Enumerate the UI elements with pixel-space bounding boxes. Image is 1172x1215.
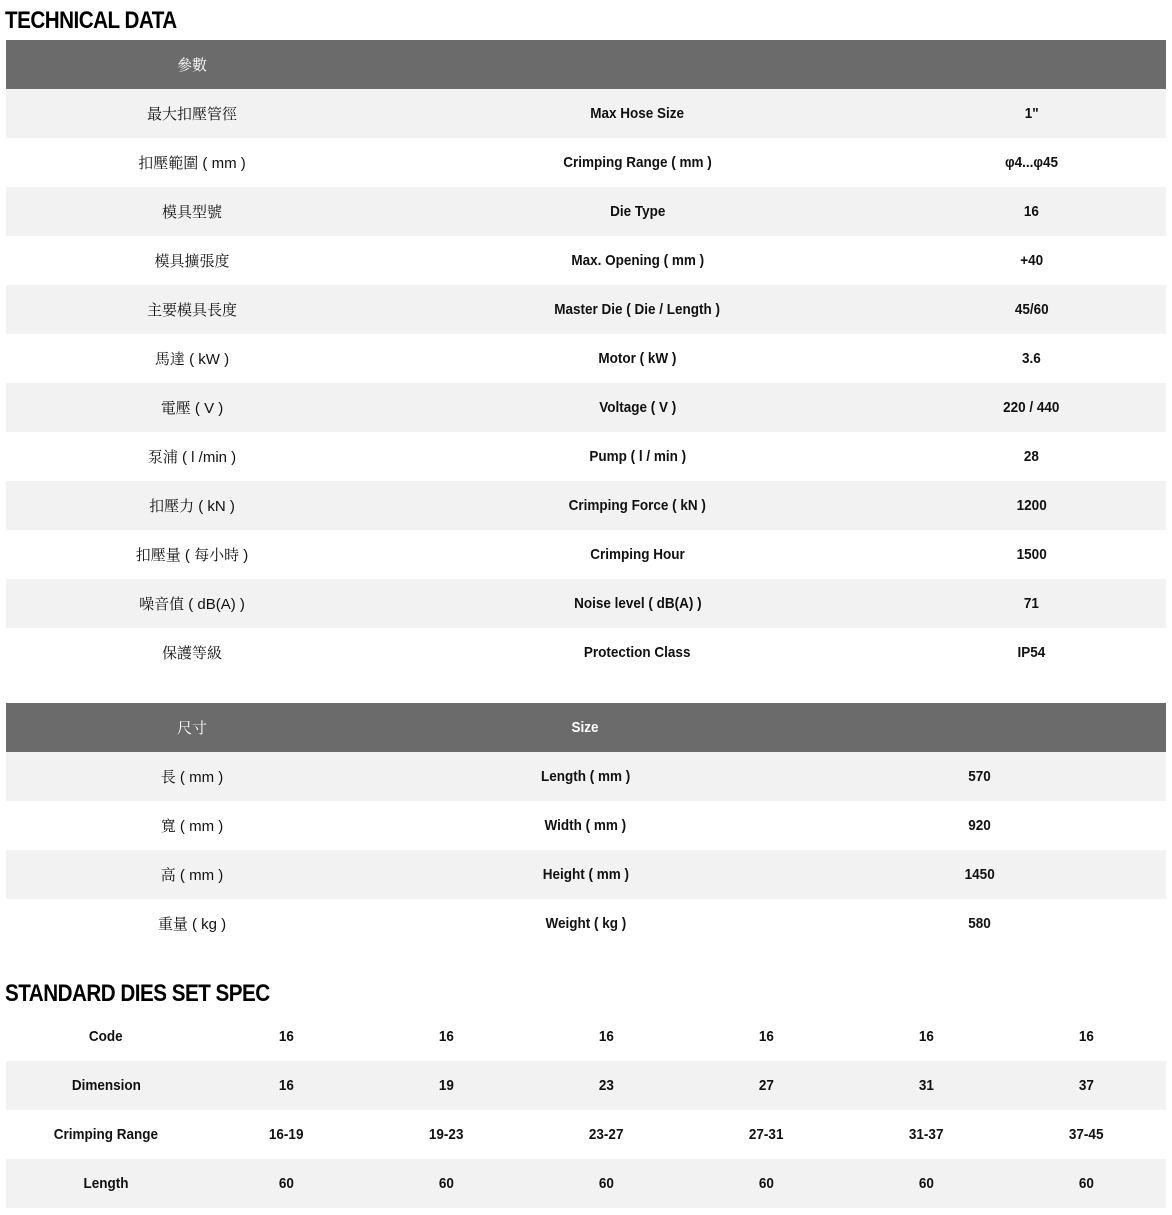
param-en — [378, 89, 897, 138]
param-value-text: φ4...φ45 — [1004, 154, 1059, 171]
param-value-text: 16 — [1023, 203, 1040, 220]
param-value-text: 71 — [1023, 595, 1040, 612]
spec-cell-text: 16 — [758, 1028, 774, 1045]
param-value — [897, 579, 1166, 628]
technical-data-title: TECHNICAL DATA — [5, 7, 177, 34]
param-en-text: Voltage ( V ) — [598, 399, 677, 416]
param-value — [897, 236, 1166, 285]
param-value-text: 1" — [1024, 105, 1039, 122]
spec-cell — [206, 1012, 366, 1061]
spec-cell-text: 19 — [438, 1077, 454, 1094]
spec-cell-text: 60 — [598, 1175, 614, 1192]
spec-label-text: Dimension — [71, 1077, 141, 1094]
spec-cell-text: 16 — [1078, 1028, 1094, 1045]
table-row — [6, 1012, 1166, 1061]
spec-label — [6, 1012, 206, 1061]
spec-cell — [1006, 1061, 1166, 1110]
size-en — [378, 801, 793, 850]
param-zh: 馬達 ( kW ) — [6, 334, 378, 383]
param-en-text: Die Type — [609, 203, 666, 220]
param-zh: 模具擴張度 — [6, 236, 378, 285]
param-en — [378, 334, 897, 383]
spec-cell-text: 60 — [758, 1175, 774, 1192]
spec-cell — [366, 1012, 526, 1061]
spec-label-text: Code — [89, 1028, 123, 1045]
param-en-text: Max Hose Size — [590, 105, 685, 122]
dies-spec-title: STANDARD DIES SET SPEC — [5, 980, 270, 1007]
param-zh: 扣壓範圍 ( mm ) — [6, 138, 378, 187]
table-row — [6, 628, 1166, 677]
spec-cell — [1006, 1159, 1166, 1208]
table-row — [6, 1110, 1166, 1159]
param-en-text: Motor ( kW ) — [598, 350, 677, 367]
spec-cell-text: 23 — [598, 1077, 614, 1094]
size-en-text: Length ( mm ) — [540, 768, 631, 785]
spec-cell-text: 27 — [758, 1077, 774, 1094]
table-row — [6, 285, 1166, 334]
param-zh: 電壓 ( V ) — [6, 383, 378, 432]
spec-cell — [686, 1012, 846, 1061]
param-value-text: 220 / 440 — [1003, 399, 1060, 416]
spec-cell — [686, 1110, 846, 1159]
table-header-row — [6, 703, 1166, 752]
param-en — [378, 187, 897, 236]
param-value-text: IP54 — [1017, 644, 1046, 661]
spec-cell-text: 60 — [918, 1175, 934, 1192]
size-value-text: 920 — [968, 817, 991, 834]
param-value — [897, 432, 1166, 481]
spec-cell-text: 60 — [278, 1175, 294, 1192]
param-value — [897, 334, 1166, 383]
param-en-text: Master Die ( Die / Length ) — [554, 301, 721, 318]
param-en — [378, 236, 897, 285]
header-en — [378, 40, 897, 89]
spec-cell — [846, 1110, 1006, 1159]
spec-cell — [686, 1061, 846, 1110]
size-zh: 長 ( mm ) — [6, 752, 378, 801]
spec-cell-text: 19-23 — [428, 1126, 464, 1143]
param-en-text: Max. Opening ( mm ) — [571, 252, 704, 269]
param-zh: 扣壓力 ( kN ) — [6, 481, 378, 530]
param-en — [378, 579, 897, 628]
size-en-text: Weight ( kg ) — [545, 915, 626, 932]
dies-spec-table — [6, 1012, 1166, 1208]
param-value-text: +40 — [1020, 252, 1043, 269]
size-zh: 寬 ( mm ) — [6, 801, 378, 850]
spec-cell-text: 60 — [438, 1175, 454, 1192]
header-en-text: Size — [571, 719, 599, 736]
table-row — [6, 334, 1166, 383]
param-en — [378, 628, 897, 677]
table-header-row — [6, 40, 1166, 89]
spec-cell — [206, 1061, 366, 1110]
size-zh: 重量 ( kg ) — [6, 899, 378, 948]
size-value — [793, 850, 1166, 899]
spec-cell-text: 27-31 — [748, 1126, 784, 1143]
spec-cell — [366, 1159, 526, 1208]
param-en — [378, 138, 897, 187]
table-row — [6, 752, 1166, 801]
table-row — [6, 899, 1166, 948]
spec-cell-text: 16 — [918, 1028, 934, 1045]
param-value — [897, 285, 1166, 334]
spec-cell-text: 31 — [918, 1077, 934, 1094]
table-row — [6, 236, 1166, 285]
param-en-text: Crimping Force ( kN ) — [568, 497, 707, 514]
table-row — [6, 1159, 1166, 1208]
spec-cell-text: 16 — [278, 1028, 294, 1045]
header-en — [378, 703, 793, 752]
param-value — [897, 187, 1166, 236]
param-value — [897, 530, 1166, 579]
spec-cell-text: 60 — [1078, 1175, 1094, 1192]
param-en-text: Noise level ( dB(A) ) — [573, 595, 702, 612]
param-value — [897, 138, 1166, 187]
header-zh: 參數 — [6, 40, 378, 89]
spec-label — [6, 1061, 206, 1110]
table-row — [6, 432, 1166, 481]
spec-cell — [526, 1159, 686, 1208]
spec-label-text: Crimping Range — [53, 1126, 159, 1143]
spec-cell-text: 37-45 — [1068, 1126, 1104, 1143]
param-en — [378, 383, 897, 432]
spec-cell — [1006, 1012, 1166, 1061]
size-value — [793, 752, 1166, 801]
table-row — [6, 383, 1166, 432]
spec-cell — [846, 1012, 1006, 1061]
param-value-text: 1200 — [1016, 497, 1047, 514]
spec-cell — [206, 1159, 366, 1208]
table-row — [6, 801, 1166, 850]
spec-cell — [526, 1110, 686, 1159]
size-value — [793, 801, 1166, 850]
param-value — [897, 89, 1166, 138]
spec-cell — [366, 1110, 526, 1159]
spec-cell — [846, 1159, 1006, 1208]
param-zh: 主要模具長度 — [6, 285, 378, 334]
spec-cell-text: 16 — [438, 1028, 454, 1045]
size-table — [6, 703, 1166, 948]
param-zh: 模具型號 — [6, 187, 378, 236]
spec-label — [6, 1110, 206, 1159]
spec-cell-text: 31-37 — [908, 1126, 944, 1143]
header-zh: 尺寸 — [6, 703, 378, 752]
spec-cell-text: 37 — [1078, 1077, 1094, 1094]
size-value — [793, 899, 1166, 948]
spec-cell — [526, 1061, 686, 1110]
param-value-text: 28 — [1023, 448, 1040, 465]
param-zh: 最大扣壓管徑 — [6, 89, 378, 138]
param-en-text: Protection Class — [584, 644, 691, 661]
param-value — [897, 481, 1166, 530]
size-en — [378, 850, 793, 899]
size-value-text: 580 — [968, 915, 991, 932]
param-zh: 噪音值 ( dB(A) ) — [6, 579, 378, 628]
param-value — [897, 383, 1166, 432]
spec-cell-text: 23-27 — [588, 1126, 624, 1143]
size-en-text: Height ( mm ) — [542, 866, 629, 883]
param-en — [378, 285, 897, 334]
size-en — [378, 899, 793, 948]
param-en — [378, 481, 897, 530]
spec-label — [6, 1159, 206, 1208]
param-value-text: 3.6 — [1022, 350, 1041, 367]
size-value-text: 1450 — [964, 866, 995, 883]
table-row — [6, 850, 1166, 899]
param-value — [897, 628, 1166, 677]
table-row — [6, 1061, 1166, 1110]
param-value-text: 1500 — [1016, 546, 1047, 563]
spec-cell-text: 16 — [278, 1077, 294, 1094]
header-value — [793, 703, 1166, 752]
param-en — [378, 530, 897, 579]
param-zh: 泵浦 ( l /min ) — [6, 432, 378, 481]
size-en — [378, 752, 793, 801]
table-row — [6, 481, 1166, 530]
param-zh: 扣壓量 ( 每小時 ) — [6, 530, 378, 579]
table-row — [6, 530, 1166, 579]
spec-cell-text: 16 — [598, 1028, 614, 1045]
spec-cell — [206, 1110, 366, 1159]
table-row — [6, 138, 1166, 187]
spec-cell — [846, 1061, 1006, 1110]
spec-cell — [526, 1012, 686, 1061]
param-value-text: 45/60 — [1014, 301, 1049, 318]
spec-cell-text: 16-19 — [268, 1126, 304, 1143]
spec-label-text: Length — [83, 1175, 129, 1192]
param-zh: 保護等級 — [6, 628, 378, 677]
param-en-text: Crimping Hour — [590, 546, 685, 563]
header-value — [897, 40, 1166, 89]
size-zh: 高 ( mm ) — [6, 850, 378, 899]
table-row — [6, 89, 1166, 138]
spec-cell — [686, 1159, 846, 1208]
param-en — [378, 432, 897, 481]
param-en-text: Pump ( l / min ) — [589, 448, 686, 465]
spec-cell — [366, 1061, 526, 1110]
size-en-text: Width ( mm ) — [544, 817, 627, 834]
spec-cell — [1006, 1110, 1166, 1159]
param-en-text: Crimping Range ( mm ) — [563, 154, 712, 171]
technical-data-table — [6, 40, 1166, 677]
table-row — [6, 579, 1166, 628]
size-value-text: 570 — [968, 768, 991, 785]
table-row — [6, 187, 1166, 236]
